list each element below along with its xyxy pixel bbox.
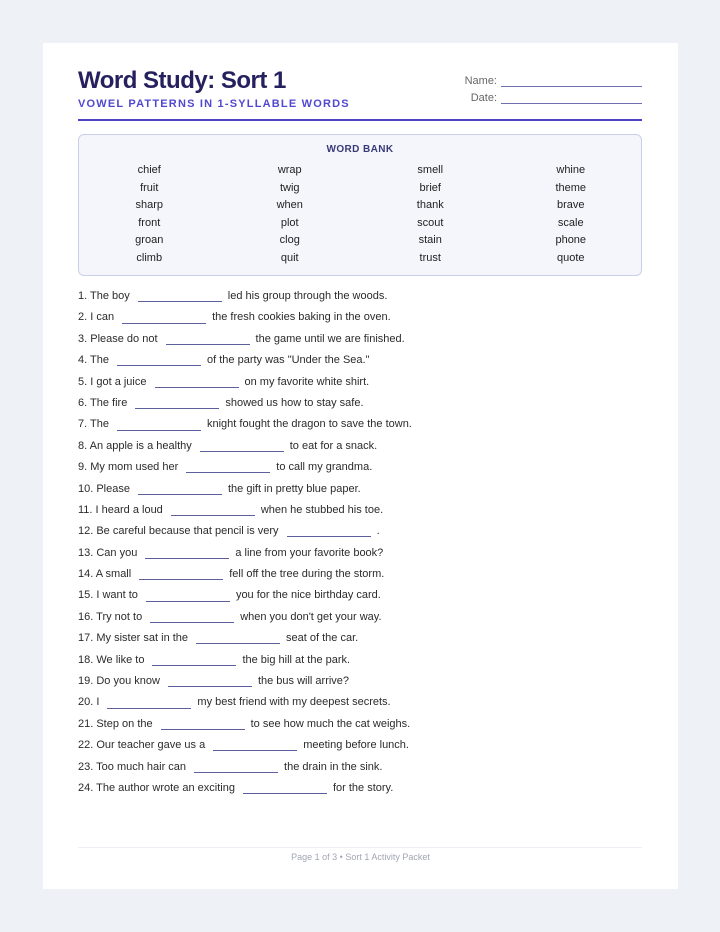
question-text-after: meeting before lunch.: [303, 739, 409, 752]
word-bank-word: trust: [419, 251, 441, 264]
question-text-before: 5. I got a juice: [78, 375, 147, 388]
answer-blank[interactable]: [146, 591, 230, 602]
name-date-block: [433, 70, 642, 104]
word-bank-word: wrap: [277, 164, 302, 176]
question-row: [78, 479, 643, 500]
question-text-before: 3. Please do not: [78, 332, 158, 345]
question-text-after: a line from your favorite book?: [235, 546, 384, 559]
word-bank-word: chief: [137, 164, 161, 176]
question-row: [78, 671, 643, 692]
question-text-before: 8. An apple is a healthy: [78, 439, 192, 452]
question-text-before: 15. I want to: [78, 589, 138, 602]
question-text-before: 14. A small: [78, 568, 132, 581]
word-bank-word: fruit: [140, 181, 159, 194]
question-row: [78, 543, 643, 564]
word-bank: [78, 134, 642, 276]
question-text-after: to call my grandma.: [276, 461, 373, 474]
question-row: [78, 521, 643, 542]
word-bank-word: brief: [419, 181, 441, 194]
question-text-before: 1. The boy: [78, 290, 130, 302]
date-row: [433, 87, 642, 104]
name-field[interactable]: [501, 77, 642, 87]
question-text-after: for the story.: [332, 781, 394, 794]
header-divider: [78, 119, 642, 121]
question-row: [78, 393, 643, 414]
answer-blank[interactable]: [243, 783, 327, 794]
answer-blank[interactable]: [117, 420, 201, 431]
question-text-after: the drain in the sink.: [284, 760, 383, 773]
answer-blank[interactable]: [139, 569, 223, 580]
word-bank-word: plot: [280, 216, 299, 229]
word-bank-word: climb: [136, 251, 163, 264]
answer-blank[interactable]: [152, 655, 236, 666]
question-text-before: 12. Be careful because that pencil is very: [78, 525, 279, 538]
question-text-before: 6. The fire: [78, 396, 128, 409]
answer-blank[interactable]: [150, 612, 234, 623]
question-text-after: the big hill at the park.: [242, 653, 351, 666]
question-row: [78, 414, 643, 435]
question-text-before: 2. I can: [78, 311, 115, 324]
word-bank-word: scout: [417, 216, 444, 229]
word-bank-word: scale: [557, 216, 584, 229]
question-row: [78, 500, 643, 521]
word-bank-title: WORD BANK: [326, 144, 394, 155]
answer-blank[interactable]: [213, 740, 297, 751]
word-bank-word: theme: [555, 181, 587, 194]
date-field[interactable]: [501, 94, 642, 104]
word-bank-word: front: [138, 216, 161, 229]
word-bank-word: smell: [417, 164, 444, 176]
question-text-after: on my favorite white shirt.: [244, 375, 370, 388]
question-text-after: fell off the tree during the storm.: [229, 568, 385, 581]
answer-blank[interactable]: [194, 762, 278, 773]
answer-blank[interactable]: [186, 462, 270, 473]
question-text-after: when he stubbed his toe.: [260, 503, 384, 516]
page-footer: Page 1 of 3 • Sort 1 Activity Packet: [291, 852, 430, 862]
word-bank-word: sharp: [135, 199, 164, 212]
answer-blank[interactable]: [138, 484, 222, 495]
answer-blank[interactable]: [135, 398, 219, 409]
question-text-before: 7. The: [78, 418, 109, 431]
question-text-before: 24. The author wrote an exciting: [78, 781, 235, 794]
question-text-before: 23. Too much hair can: [78, 760, 187, 773]
question-row: [78, 607, 643, 628]
answer-blank[interactable]: [168, 676, 252, 687]
question-row: [78, 329, 643, 350]
question-row: [78, 714, 643, 735]
question-text-after: you for the nice birthday card.: [235, 589, 381, 602]
word-bank-grid: [79, 162, 641, 268]
answer-blank[interactable]: [171, 505, 255, 516]
question-text-before: 4. The: [78, 354, 109, 367]
question-text-after: the gift in pretty blue paper.: [227, 482, 361, 495]
question-text-before: 22. Our teacher gave us a: [78, 739, 206, 752]
question-row: [78, 307, 643, 328]
question-text-after: .: [376, 525, 380, 538]
worksheet-page: [43, 43, 678, 889]
date-label: Date:: [470, 92, 497, 104]
question-text-after: of the party was "Under the Sea.": [207, 354, 370, 367]
question-text-after: led his group through the woods.: [227, 290, 388, 302]
name-row: [433, 70, 642, 87]
question-row: [78, 372, 643, 393]
question-text-before: 19. Do you know: [78, 675, 160, 688]
question-row: [78, 735, 643, 756]
answer-blank[interactable]: [145, 548, 229, 559]
word-bank-word: whine: [556, 164, 586, 176]
question-text-before: 13. Can you: [78, 546, 138, 559]
answer-blank[interactable]: [117, 355, 201, 366]
question-text-before: 9. My mom used her: [78, 461, 179, 474]
word-bank-word: groan: [135, 234, 164, 247]
question-text-after: the fresh cookies baking in the oven.: [212, 311, 391, 324]
question-row: [78, 628, 643, 649]
question-text-after: seat of the car.: [286, 632, 359, 645]
word-bank-word: stain: [418, 234, 442, 247]
name-label: Name:: [464, 75, 497, 87]
answer-blank[interactable]: [122, 313, 206, 324]
answer-blank[interactable]: [200, 441, 284, 452]
question-text-after: the game until we are finished.: [255, 332, 405, 345]
word-bank-word: brave: [556, 199, 585, 212]
question-text-after: when you don't get your way.: [240, 610, 382, 623]
question-row: [78, 286, 643, 307]
question-text-before: 16. Try not to: [78, 610, 143, 623]
footer-divider: [78, 847, 642, 848]
question-text-before: 18. We like to: [78, 653, 145, 666]
answer-blank[interactable]: [166, 334, 250, 345]
question-row: [78, 564, 643, 585]
question-text-before: 10. Please: [78, 482, 130, 495]
question-text-after: the bus will arrive?: [257, 675, 350, 688]
question-text-after: to see how much the cat weighs.: [250, 717, 411, 730]
question-text-after: to eat for a snack.: [289, 439, 378, 452]
question-row: [78, 757, 643, 778]
question-row: [78, 436, 643, 457]
question-text-before: 11. I heard a loud: [78, 503, 163, 516]
question-row: [78, 457, 643, 478]
answer-blank[interactable]: [107, 698, 191, 709]
question-row: [78, 778, 643, 799]
question-row: [78, 692, 643, 713]
page-title: Word Study: Sort 1: [78, 67, 286, 94]
word-bank-word: clog: [279, 234, 300, 247]
question-text-after: showed us how to stay safe.: [225, 396, 364, 409]
word-bank-word: quit: [280, 251, 299, 264]
page-subtitle: VOWEL PATTERNS IN 1-SYLLABLE WORDS: [78, 98, 350, 110]
answer-blank[interactable]: [155, 377, 239, 388]
word-bank-word: quote: [556, 251, 585, 264]
answer-blank[interactable]: [287, 526, 371, 537]
word-bank-word: twig: [279, 181, 300, 194]
question-text-before: 21. Step on the: [78, 717, 153, 730]
question-list: [78, 286, 643, 799]
question-text-before: 20. I: [78, 696, 100, 709]
question-text-after: knight fought the dragon to save the town.: [207, 418, 412, 431]
word-bank-word: when: [276, 199, 303, 212]
word-bank-word: phone: [555, 234, 587, 247]
word-bank-word: thank: [416, 199, 444, 212]
answer-blank[interactable]: [196, 633, 280, 644]
question-row: [78, 585, 643, 606]
answer-blank[interactable]: [138, 291, 222, 302]
question-row: [78, 350, 643, 371]
question-text-after: my best friend with my deepest secrets.: [197, 696, 391, 709]
question-text-before: 17. My sister sat in the: [78, 632, 189, 645]
question-row: [78, 650, 643, 671]
answer-blank[interactable]: [161, 719, 245, 730]
